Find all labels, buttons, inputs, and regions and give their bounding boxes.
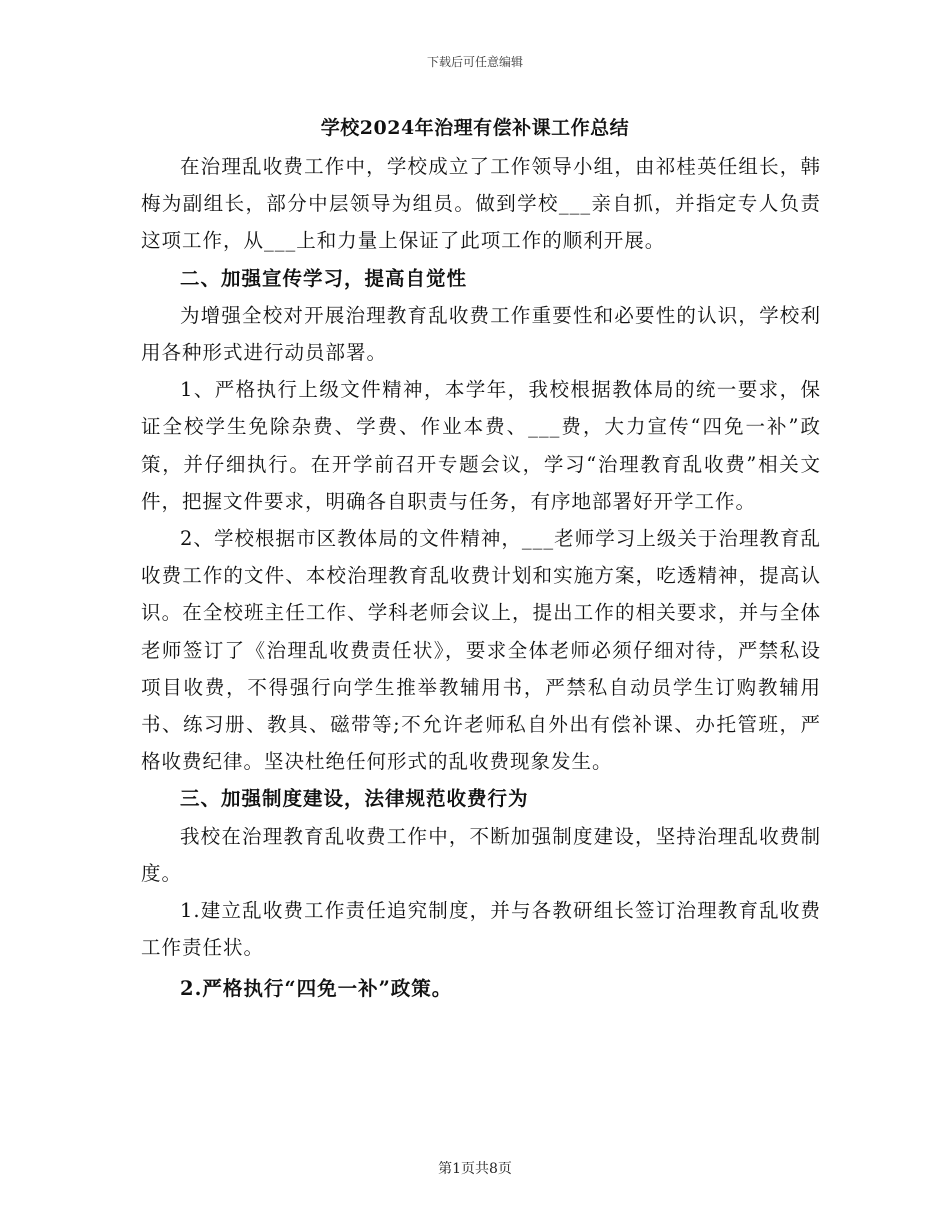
section-heading-3: 三、加强制度建设，法律规范收费行为 <box>180 787 529 811</box>
paragraph-publicity: 为增强全校对开展治理教育乱收费工作重要性和必要性的认识，学校利用各种形式进行动员部署。 <box>141 303 821 365</box>
paragraph-system-item-1: 1.建立乱收费工作责任追究制度，并与各教研组长签订治理教育乱收费工作责任状。 <box>141 899 821 960</box>
paragraph-system-item-2: 2.严格执行“四免一补”政策。 <box>180 977 453 1001</box>
paragraph-system: 我校在治理教育乱收费工作中，不断加强制度建设，坚持治理乱收费制度。 <box>141 824 821 885</box>
page-header-note: 下载后可任意编辑 <box>426 55 523 69</box>
paragraph-intro: 在治理乱收费工作中，学校成立了工作领导小组，由祁桂英任组长，韩梅为副组长，部分中层领导为组员。做到学校___亲自抓，并指定专人负责这项工作，从___上和力量上保证了此项工作的顺利开展。 <box>141 155 821 253</box>
page-number-footer: 第1页共8页 <box>438 1161 512 1177</box>
paragraph-item-1: 1、严格执行上级文件精神，本学年，我校根据教体局的统一要求，保证全校学生免除杂费、学费、作业本费、___费，大力宣传“四免一补”政策，并仔细执行。在开学前召开专题会议，学习“治理教育乱收费”相关文件，把握文件要求，明确各自职责与任务，有序地部署好开学工作。 <box>141 378 821 513</box>
document-body <box>141 148 821 1012</box>
paragraph-item-2: 2、学校根据市区教体局的文件精神，___老师学习上级关于治理教育乱收费工作的文件、本校治理教育乱收费计划和实施方案，吃透精神，提高认识。在全校班主任工作、学科老师会议上，提出工作的相关要求，并与全体老师签订了《治理乱收费责任状》，要求全体老师必须仔细对待，严禁私设项目收费，不得强行向学生推举教辅用书，严禁私自动员学生订购教辅用书、练习册、教具、磁带等;不允许老师私自外出有偿补课、办托管班，严格收费纪律。坚决杜绝任何形式的乱收费现象发生。 <box>141 527 821 774</box>
section-heading-2: 二、加强宣传学习，提高自觉性 <box>180 266 468 290</box>
document-title: 学校2024年治理有偿补课工作总结 <box>320 117 630 139</box>
